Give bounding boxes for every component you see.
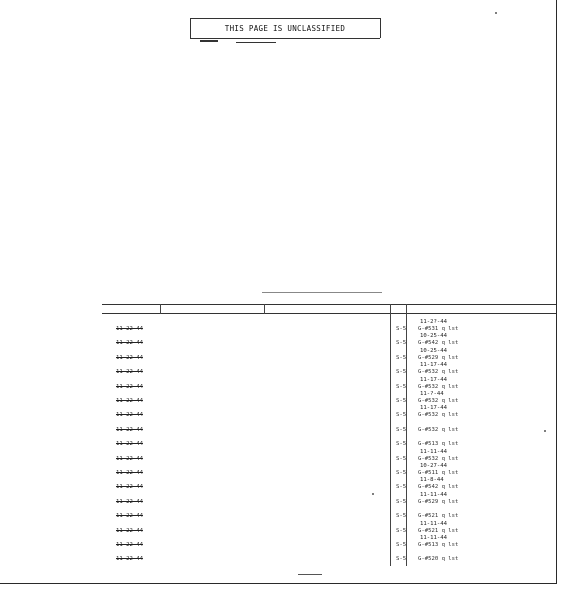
classification-text: THIS PAGE IS UNCLASSIFIED [224,24,346,33]
row-remark: G-#521 q lst [418,527,459,534]
roster-table [102,304,556,566]
page-border-right [556,0,557,583]
row-grade: S-5 [396,556,407,563]
row-remark-date: 10-25-44 [420,347,447,354]
row-remark-date: 11-2?-44 [420,319,447,325]
row-remark-date: 11-11-44 [420,520,447,527]
row-grade: S-5 [396,326,407,332]
row-remark: G-#532 q lst [418,398,459,404]
row-remark-date: 11-11-44 [420,448,447,455]
table-row [102,333,556,353]
row-grade: S-5 [396,354,407,361]
row-remark: G-#542 q lst [418,340,459,347]
row-remark-date: 11-11-44 [420,535,447,541]
row-remark: G-#532 q lst [418,455,459,462]
table-row [102,376,556,397]
row-date: 11-22-44 [116,383,143,390]
table-header-top-rule [102,304,556,305]
row-remark-date: 11-17-44 [420,376,447,383]
row-grade: S-5 [396,527,407,534]
row-grade: S-5 [396,340,407,347]
row-remark-date: 11-8-44 [420,477,444,484]
row-grade: S-5 [396,484,407,491]
row-date: 11-22-44 [116,527,143,534]
classification-stamp [190,18,380,40]
table-row [102,405,556,425]
row-date: 11-22-44 [116,326,143,332]
row-remark: G-#520 q lst [418,556,459,563]
row-remark: G-#513 q lst [418,542,459,548]
row-remark-date: 11-?-44 [420,391,444,397]
table-row [102,347,556,368]
row-remark: G-#529 q lst [418,354,459,361]
row-grade: S-5 [396,441,407,448]
row-date: 11-22-44 [116,354,143,361]
ink-blot [200,40,218,42]
table-row [102,319,556,339]
table-row [102,427,556,440]
heading-underline [262,292,382,293]
speck [495,12,497,14]
row-grade: S-5 [396,398,407,404]
page-border-bottom [0,583,557,584]
row-date: 11-22-44 [116,426,143,433]
row-date: 11-22-44 [116,484,143,491]
table-header-bottom-rule [102,313,556,314]
row-grade: S-5 [396,513,407,520]
row-remark: G-#511 q lst [418,470,459,476]
row-grade: S-5 [396,455,407,462]
table-row [102,477,556,497]
row-remark: G-#532 q lst [418,412,459,419]
table-row [102,491,556,512]
ink-blot [236,42,276,43]
table-row [102,535,556,555]
row-remark-date: 10-27-44 [420,463,447,469]
row-remark: G-#532 q lst [418,426,459,433]
row-date: 11-22-44 [116,398,143,404]
table-row [102,463,556,483]
row-remark: G-#529 q lst [418,498,459,505]
row-date: 11-22-44 [116,369,143,376]
row-date: 11-22-44 [116,340,143,347]
row-grade: S-5 [396,412,407,419]
column-divider [264,304,265,314]
row-remark-date: 11-11-44 [420,491,447,498]
row-date: 11-22-44 [116,455,143,462]
row-remark: G-#532 q lst [418,369,459,376]
row-remark: G-#542 q lst [418,484,459,491]
row-remark: G-#532 q lst [418,383,459,390]
row-date: 11-22-44 [116,513,143,520]
column-divider [160,304,161,314]
row-remark-date: 11-17-44 [420,362,447,369]
row-remark-date: 10-25-44 [420,333,447,340]
row-date: 11-22-44 [116,498,143,505]
table-row [102,448,556,469]
table-row [102,556,556,569]
table-row [102,441,556,454]
row-grade: S-5 [396,542,407,548]
row-date: 11-22-44 [116,470,143,476]
row-remark: G-#531 q lst [418,326,459,332]
row-grade: S-5 [396,383,407,390]
row-date: 11-22-44 [116,542,143,548]
row-grade: S-5 [396,369,407,376]
row-date: 11-22-44 [116,556,143,563]
row-grade: S-5 [396,426,407,433]
table-row [102,362,556,382]
table-row [102,513,556,526]
row-date: 11-22-44 [116,412,143,419]
row-remark-date: 11-17-44 [420,405,447,412]
row-grade: S-5 [396,498,407,505]
row-date: 11-22-44 [116,441,143,448]
row-remark: G-#513 q lst [418,441,459,448]
table-row [102,520,556,541]
row-remark: G-#521 q lst [418,513,459,520]
table-row [102,391,556,411]
page-mark-line [298,574,322,575]
row-grade: S-5 [396,470,407,476]
